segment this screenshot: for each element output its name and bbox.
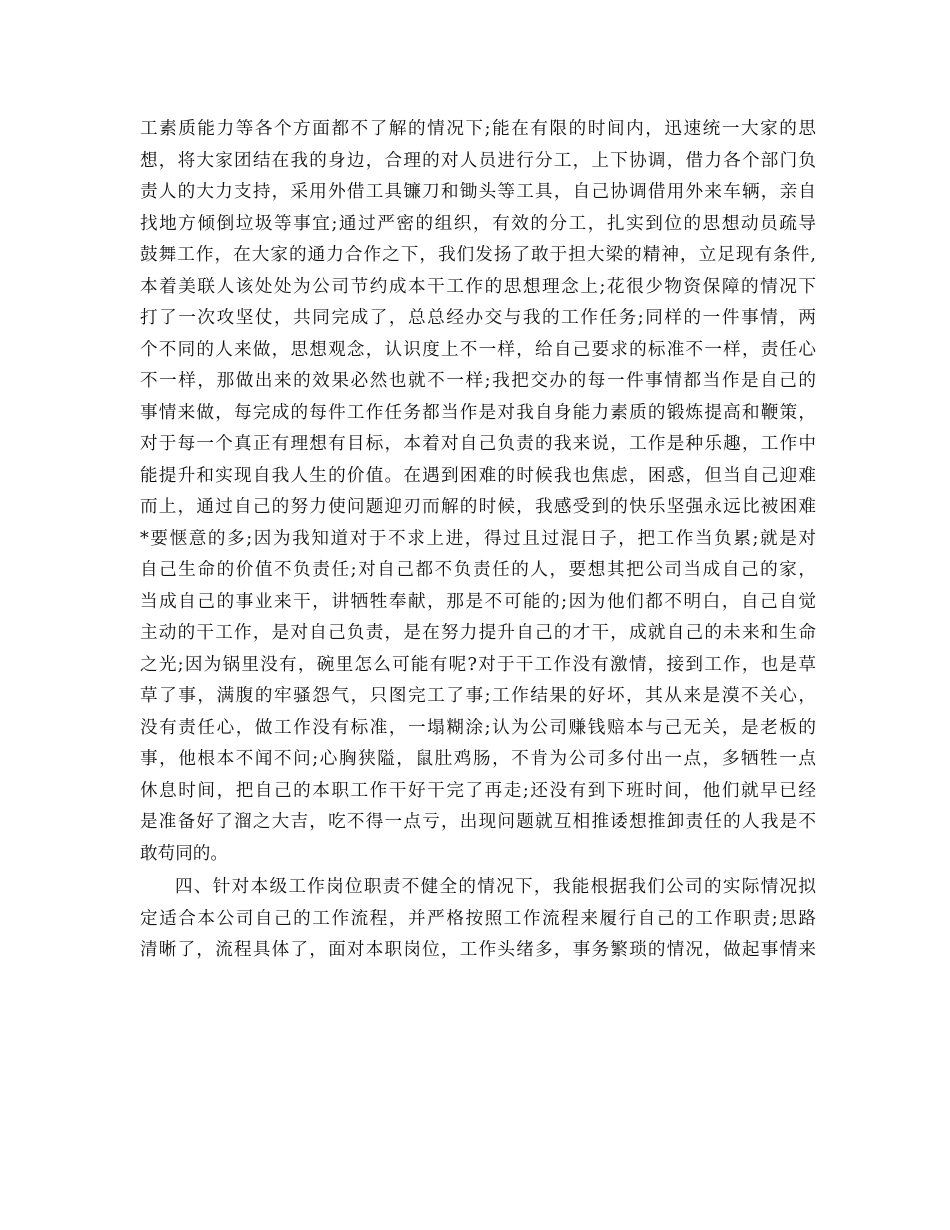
- text-line: 打了一次攻坚仗，共同完成了，总总经办交与我的工作任务;同样的一件事情，两: [140, 308, 816, 328]
- text-line: 是准备好了溜之大吉，吃不得一点亏，出现问题就互相推诿想推卸责任的人我是不: [140, 812, 816, 832]
- text-line: 主动的干工作，是对自己负责，是在努力提升自己的才干，成就自己的未来和生命: [140, 623, 816, 643]
- text-line: 找地方倾倒垃圾等事宜;通过严密的组织，有效的分工，扎实到位的思想动员疏导: [140, 213, 816, 234]
- text-line: 敢苟同的。: [140, 843, 228, 864]
- text-line: 之光;因为锅里没有，碗里怎么可能有呢?对于干工作没有激情，接到工作，也是草: [140, 654, 816, 675]
- text-line: 本着美联人该处处为公司节约成本干工作的思想理念上;花很少物资保障的情况下: [140, 276, 816, 297]
- text-line: 清晰了，流程具体了，面对本职岗位，工作头绪多，事务繁琐的情况，做起事情来: [140, 940, 816, 960]
- text-line: 事，他根本不闻不问;心胸狭隘，鼠肚鸡肠，不肯为公司多付出一点，多牺牲一点: [140, 749, 816, 769]
- document-body: [140, 114, 816, 967]
- text-line: 四、针对本级工作岗位职责不健全的情况下，我能根据我们公司的实际情况拟: [175, 877, 816, 897]
- text-line: 想，将大家团结在我的身边，合理的对人员进行分工，上下协调，借力各个部门负: [140, 150, 816, 171]
- text-line: 个不同的人来做，思想观念，认识度上不一样，给自己要求的标准不一样，责任心: [140, 339, 816, 360]
- text-line: 而上，通过自己的努力使问题迎刃而解的时候，我感受到的快乐坚强永远比被困难: [140, 497, 816, 517]
- paragraph-2: [140, 872, 816, 967]
- text-line: 对于每一个真正有理想有目标，本着对自己负责的我来说，工作是种乐趣，工作中: [140, 434, 816, 454]
- text-line: 工素质能力等各个方面都不了解的情况下;能在有限的时间内，迅速统一大家的思: [140, 119, 816, 139]
- text-line: 鼓舞工作，在大家的通力合作之下，我们发扬了敢于担大梁的精神，立足现有条件,: [140, 245, 816, 265]
- text-line: 当成自己的事业来干，讲牺牲奉献，那是不可能的;因为他们都不明白，自己自觉: [140, 591, 816, 612]
- text-line: 没有责任心，做工作没有标准，一塌糊涂;认为公司赚钱赔本与己无关，是老板的: [140, 717, 816, 738]
- text-line: 事情来做，每完成的每件工作任务都当作是对我自身能力素质的锻炼提高和鞭策，: [140, 402, 816, 423]
- paragraph-1: [140, 114, 816, 870]
- text-line: 能提升和实现自我人生的价值。在遇到困难的时候我也焦虑，困惑，但当自己迎难: [140, 465, 816, 486]
- text-line: 不一样，那做出来的效果必然也就不一样;我把交办的每一件事情都当作是自己的: [140, 371, 816, 391]
- text-line: 责人的大力支持，采用外借工具镰刀和锄头等工具，自己协调借用外来车辆，亲自: [140, 182, 816, 202]
- text-line: 定适合本公司自己的工作流程，并严格按照工作流程来履行自己的工作职责;思路: [140, 908, 816, 929]
- text-line: 自己生命的价值不负责任;对自己都不负责任的人，要想其把公司当成自己的家，: [140, 560, 816, 580]
- text-line: *要惬意的多;因为我知道对于不求上进，得过且过混日子，把工作当负累;就是对: [140, 528, 816, 549]
- text-line: 草了事，满腹的牢骚怨气，只图完工了事;工作结果的好坏，其从来是漠不关心，: [140, 686, 816, 706]
- text-line: 休息时间，把自己的本职工作干好干完了再走;还没有到下班时间，他们就早已经: [140, 780, 816, 801]
